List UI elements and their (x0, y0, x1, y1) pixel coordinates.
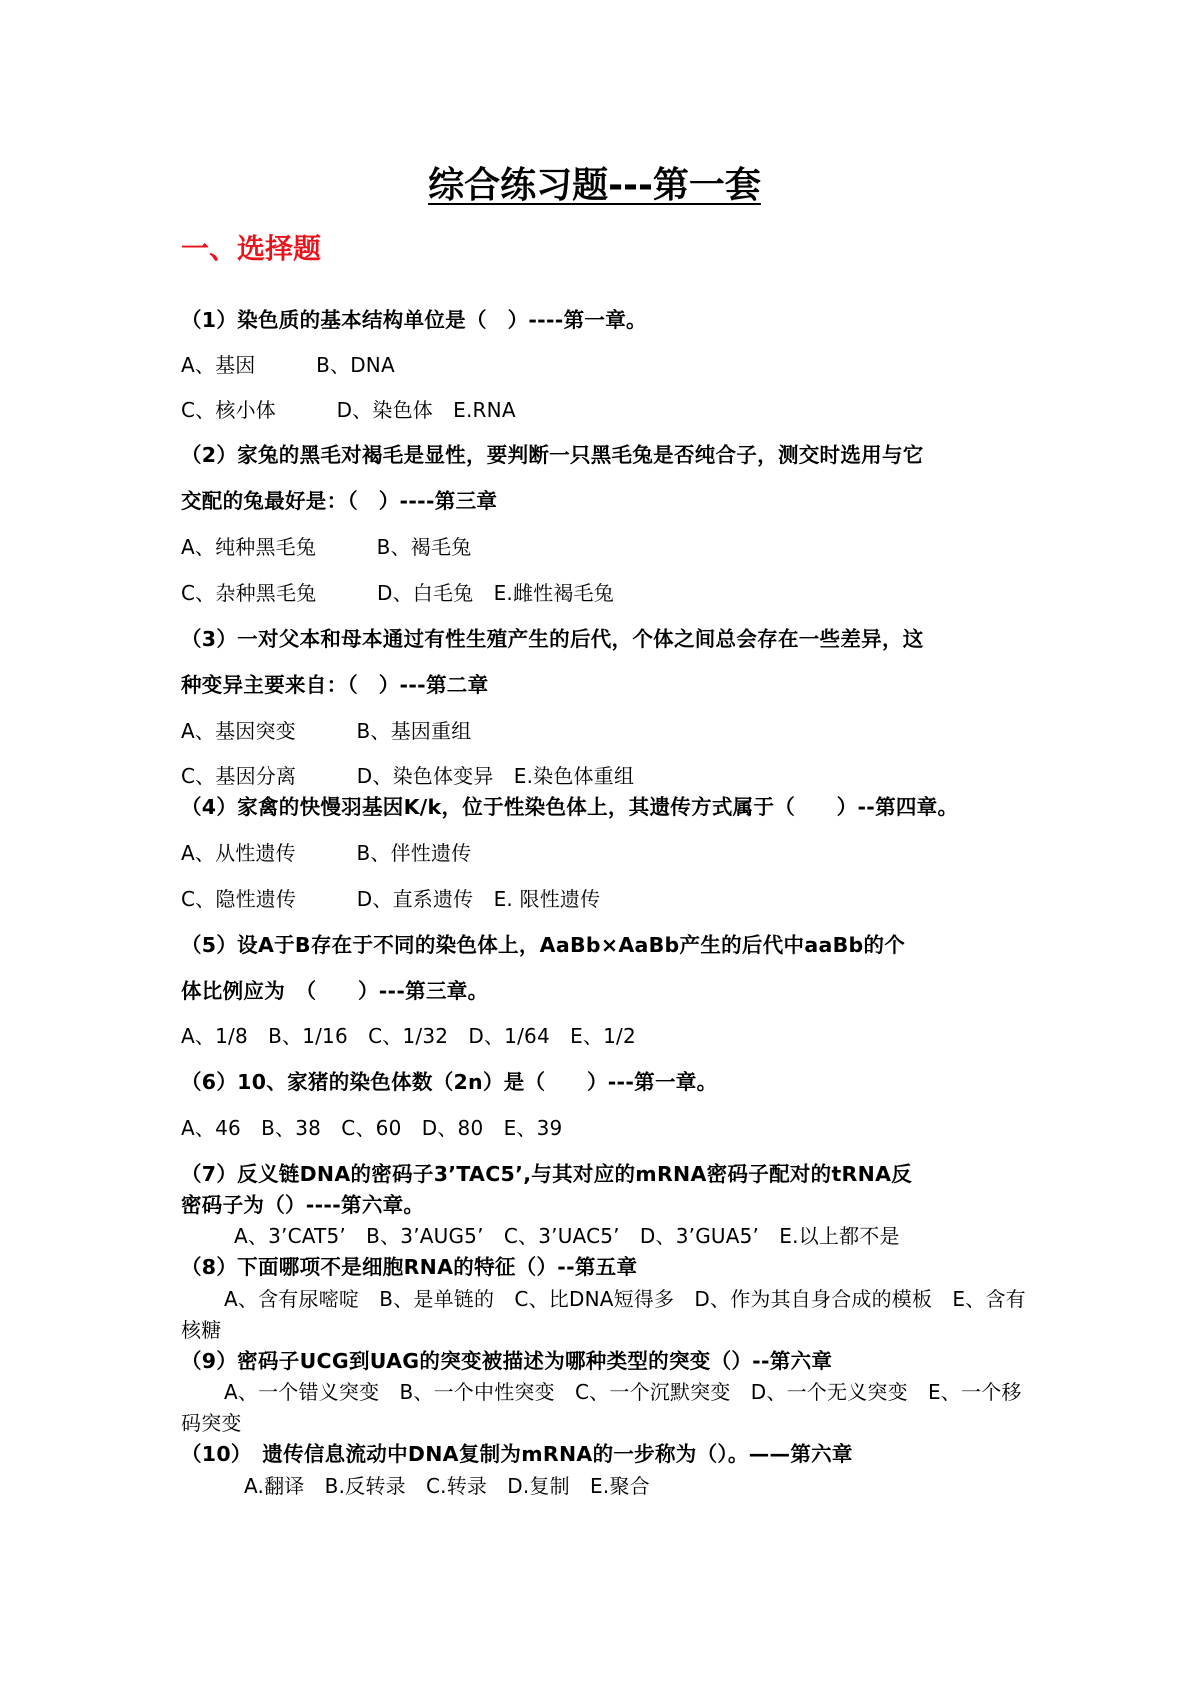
question-7-options: A、3’CAT5’ B、3’AUG5’ C、3’UAC5’ D、3’GUA5’ E.以上都不是 (234, 1224, 900, 1248)
question-6-options: A、46 B、38 C、60 D、80 E、39 (181, 1116, 563, 1140)
question-3-line-2: 种变异主要来自：（ ）---第二章 (181, 673, 489, 697)
question-9-options: A、一个错义突变 B、一个中性突变 C、一个沉默突变 D、一个无义突变 E、一个移 (224, 1380, 1022, 1404)
question-7-line-1: （7）反义链DNA的密码子3’TAC5’,与其对应的mRNA密码子配对的tRNA反 (181, 1162, 913, 1186)
question-1-line: （1）染色质的基本结构单位是（ ）----第一章。 (181, 308, 647, 332)
question-2-options-c-e: C、杂种黑毛兔 D、白毛兔 E.雌性褐毛兔 (181, 581, 614, 605)
question-3-line-1: （3）一对父本和母本通过有性生殖产生的后代，个体之间总会存在一些差异，这 (181, 627, 924, 651)
question-6-line: （6）10、家猪的染色体数（2n）是（ ）---第一章。 (181, 1070, 718, 1094)
question-5-line-2: 体比例应为 （ ）---第三章。 (181, 979, 489, 1003)
question-1-options-a-b: A、基因 B、DNA (181, 353, 395, 377)
question-8-options: A、含有尿嘧啶 B、是单链的 C、比DNA短得多 D、作为其自身合成的模板 E、含有 (224, 1287, 1026, 1311)
question-9-line: （9）密码子UCG到UAG的突变被描述为哪种类型的突变（）--第六章 (181, 1349, 833, 1373)
question-2-options-a-b: A、纯种黑毛兔 B、褐毛兔 (181, 535, 472, 559)
question-1-options-c-e: C、核小体 D、染色体 E.RNA (181, 398, 516, 422)
question-4-options-a-b: A、从性遗传 B、伴性遗传 (181, 841, 472, 865)
question-5-line-1: （5）设A于B存在于不同的染色体上，AaBb×AaBb产生的后代中aaBb的个 (181, 933, 906, 957)
question-2-line-2: 交配的兔最好是：（ ）----第三章 (181, 489, 498, 513)
question-8-line: （8）下面哪项不是细胞RNA的特征（）--第五章 (181, 1255, 638, 1279)
question-9-options-wrap: 码突变 (181, 1411, 242, 1435)
question-5-options: A、1/8 B、1/16 C、1/32 D、1/64 E、1/2 (181, 1024, 636, 1048)
question-3-options-a-b: A、基因突变 B、基因重组 (181, 719, 472, 743)
question-10-options: A.翻译 B.反转录 C.转录 D.复制 E.聚合 (244, 1474, 650, 1498)
question-2-line-1: （2）家兔的黑毛对褐毛是显性，要判断一只黑毛兔是否纯合子，测交时选用与它 (181, 443, 924, 467)
question-4-options-c-e: C、隐性遗传 D、直系遗传 E. 限性遗传 (181, 887, 601, 911)
section-heading: 一、选择题 (181, 232, 322, 265)
question-10-line: （10） 遗传信息流动中DNA复制为mRNA的一步称为（）。——第六章 (181, 1442, 853, 1466)
question-7-line-2: 密码子为（）----第六章。 (181, 1193, 425, 1217)
question-8-options-wrap: 核糖 (181, 1318, 222, 1342)
question-3-options-c-e: C、基因分离 D、染色体变异 E.染色体重组 (181, 764, 635, 788)
question-4-line: （4）家禽的快慢羽基因K/k，位于性染色体上，其遗传方式属于（ ）--第四章。 (181, 795, 959, 819)
page-title: 综合练习题---第一套 (428, 165, 761, 206)
